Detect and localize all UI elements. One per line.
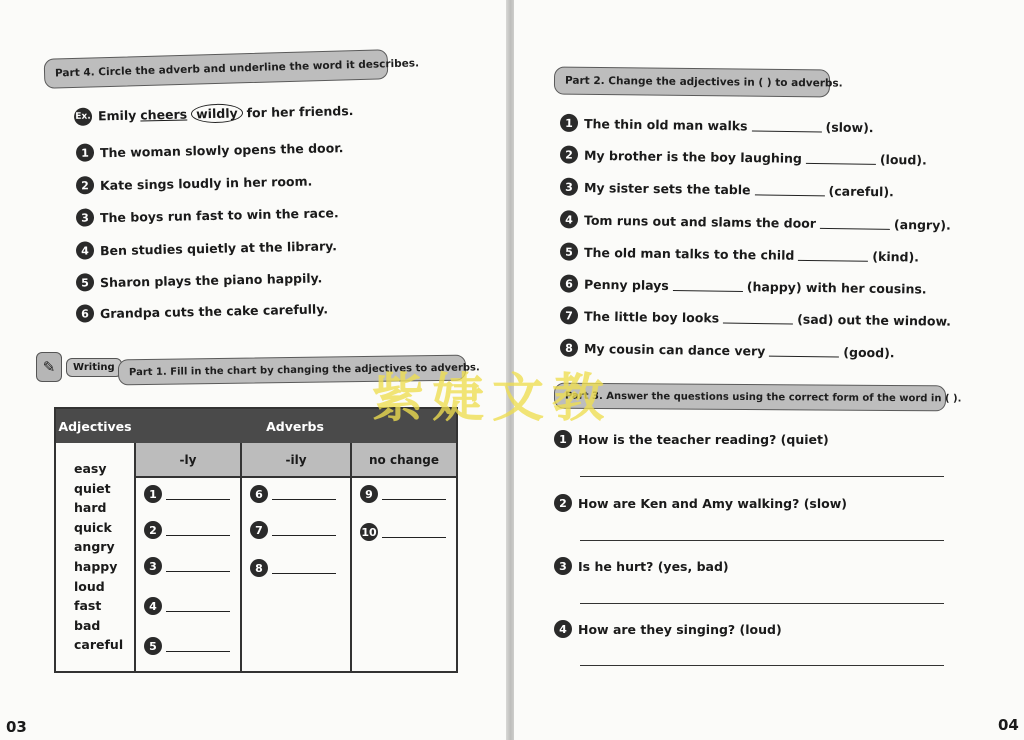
part2-item xyxy=(560,242,919,265)
part4-item xyxy=(76,203,339,226)
adjective: easy xyxy=(74,461,107,476)
adjective-list xyxy=(74,459,123,655)
adjective: quiet xyxy=(74,480,111,496)
part4-banner xyxy=(44,49,420,89)
part4-item xyxy=(76,172,313,195)
pencil-person-icon: ✎ xyxy=(36,352,62,382)
slot-number: 3 xyxy=(144,557,162,575)
answer-blank[interactable] xyxy=(166,600,230,612)
slot-number: 6 xyxy=(250,485,268,503)
answer-blank[interactable] xyxy=(751,119,821,132)
item-text-before: My brother is the boy laughing xyxy=(583,147,803,166)
part2-title: Part 2. Change the adjectives in ( ) to adverbs. xyxy=(564,74,843,90)
item-text-after: (sad) out the window. xyxy=(797,311,952,329)
adjective: angry xyxy=(74,539,115,555)
item-text-before: My cousin can dance very xyxy=(583,340,766,359)
answer-slot[interactable] xyxy=(250,485,336,503)
answer-line[interactable] xyxy=(580,665,944,666)
part2-item xyxy=(560,274,927,297)
adjective: fast xyxy=(74,598,102,614)
slot-number: 10 xyxy=(360,523,378,541)
item-text-after: (angry). xyxy=(893,216,951,233)
item-text-before: The little boy looks xyxy=(583,308,720,325)
item-number: 3 xyxy=(76,208,94,226)
answer-slot[interactable] xyxy=(144,521,230,539)
item-text-after: (slow). xyxy=(825,119,874,135)
answer-blank[interactable] xyxy=(166,640,230,652)
answer-blank[interactable] xyxy=(382,488,446,500)
item-number: 4 xyxy=(76,241,94,259)
item-text-before: The thin old man walks xyxy=(583,115,748,133)
chart-header-adverbs: Adverbs xyxy=(134,409,456,443)
answer-blank[interactable] xyxy=(820,217,890,230)
slot-number: 1 xyxy=(144,485,162,503)
adjective: quick xyxy=(74,519,112,535)
item-number: 2 xyxy=(554,494,572,512)
answer-blank[interactable] xyxy=(166,524,230,536)
slot-number: 8 xyxy=(250,559,268,577)
item-text: Is he hurt? (yes, bad) xyxy=(578,558,729,574)
item-text-before: My sister sets the table xyxy=(583,179,751,197)
item-number: 2 xyxy=(76,176,94,194)
item-text-after: (loud). xyxy=(879,151,927,168)
part2-item xyxy=(560,145,927,168)
writing-badge xyxy=(36,352,122,382)
chart-subheader-no-change: no change xyxy=(350,443,456,478)
item-number: 3 xyxy=(560,178,578,196)
answer-blank[interactable] xyxy=(166,488,230,500)
answer-slot[interactable] xyxy=(250,559,336,577)
writing-label: Writing xyxy=(66,358,122,377)
chart-column-divider xyxy=(350,478,352,671)
answer-slot[interactable] xyxy=(360,523,446,541)
item-number: 4 xyxy=(554,620,572,638)
answer-line[interactable] xyxy=(580,603,944,604)
answer-slot[interactable] xyxy=(144,637,230,655)
slot-number: 7 xyxy=(250,521,268,539)
chart-subheader-ily: -ily xyxy=(240,443,350,478)
part2-item xyxy=(560,210,951,233)
item-number: 6 xyxy=(76,304,94,322)
answer-blank[interactable] xyxy=(272,562,336,574)
adjective: hard xyxy=(74,500,107,516)
part4-item xyxy=(76,299,328,322)
item-text-before: Tom runs out and slams the door xyxy=(583,212,817,231)
example-circled-word: wildly xyxy=(191,103,243,123)
adjective: careful xyxy=(74,637,124,653)
item-text-after: (kind). xyxy=(872,248,920,265)
answer-blank[interactable] xyxy=(166,560,230,572)
example-sentence xyxy=(74,101,354,126)
item-number: 5 xyxy=(76,273,94,291)
part4-item xyxy=(76,268,323,291)
example-post: for her friends. xyxy=(246,103,354,121)
answer-blank[interactable] xyxy=(769,345,839,358)
chart-header-adjectives: Adjectives xyxy=(56,409,134,443)
part2-item xyxy=(560,178,894,201)
part4-item xyxy=(76,138,344,162)
chart-column-divider xyxy=(134,478,136,671)
item-number: 4 xyxy=(560,210,578,228)
part4-title: Part 4. Circle the adverb and underline the word it describes. xyxy=(54,57,420,80)
answer-slot[interactable] xyxy=(144,557,230,575)
part2-banner xyxy=(554,67,843,98)
example-marker: Ex. xyxy=(74,107,92,125)
item-number: 1 xyxy=(76,143,94,161)
slot-number: 2 xyxy=(144,521,162,539)
slot-number: 4 xyxy=(144,597,162,615)
slot-number: 9 xyxy=(360,485,378,503)
item-text-after: (good). xyxy=(843,344,895,360)
item-text: How are they singing? (loud) xyxy=(578,621,782,637)
item-text: How is the teacher reading? (quiet) xyxy=(578,431,829,447)
example-pre: Emily xyxy=(97,107,137,124)
item-number: 5 xyxy=(560,242,578,260)
item-number: 8 xyxy=(560,339,578,357)
answer-line[interactable] xyxy=(580,476,944,477)
answer-blank[interactable] xyxy=(272,524,336,536)
answer-slot[interactable] xyxy=(360,485,446,503)
part3-item xyxy=(554,430,829,448)
item-number: 1 xyxy=(560,114,578,132)
watermark-text: 紫婕文教 xyxy=(372,368,613,429)
adjective: loud xyxy=(74,578,105,594)
item-number: 7 xyxy=(560,306,578,324)
part3-item xyxy=(554,557,729,575)
answer-blank[interactable] xyxy=(382,526,446,538)
item-text: The woman slowly opens the door. xyxy=(99,139,344,160)
example-underlined-word: cheers xyxy=(140,106,188,123)
slot-number: 5 xyxy=(144,637,162,655)
item-text: Ben studies quietly at the library. xyxy=(99,237,338,258)
item-text-after: (careful). xyxy=(828,182,894,199)
answer-blank[interactable] xyxy=(798,249,868,262)
item-text-after: (happy) with her cousins. xyxy=(746,278,927,297)
page-number-right: 04 xyxy=(998,716,1019,734)
part3-title: Part 3. Answer the questions using the correct form of the word in ( ). xyxy=(564,390,962,404)
part3-item xyxy=(554,620,782,638)
item-number: 3 xyxy=(554,557,572,575)
answer-blank[interactable] xyxy=(272,488,336,500)
answer-blank[interactable] xyxy=(673,279,743,292)
part4-item xyxy=(76,236,337,259)
answer-slot[interactable] xyxy=(144,597,230,615)
adverb-chart xyxy=(54,407,458,673)
part2-item xyxy=(560,114,874,136)
part1-title: Part 1. Fill in the chart by changing the adjectives to adverbs. xyxy=(128,361,480,378)
answer-slot[interactable] xyxy=(250,521,336,539)
adjective: bad xyxy=(74,617,101,633)
answer-blank[interactable] xyxy=(755,183,825,196)
item-number: 2 xyxy=(560,145,578,163)
item-text: The boys run fast to win the race. xyxy=(99,204,339,225)
answer-blank[interactable] xyxy=(806,152,876,165)
part3-item xyxy=(554,494,847,512)
chart-subheader-ly: -ly xyxy=(134,443,240,478)
item-text: Kate sings loudly in her room. xyxy=(99,173,313,193)
chart-column-divider xyxy=(240,478,242,671)
item-text-before: Penny plays xyxy=(583,276,669,293)
part3-banner xyxy=(554,383,962,412)
item-number: 6 xyxy=(560,274,578,292)
item-text: Sharon plays the piano happily. xyxy=(99,269,323,290)
part2-item xyxy=(560,306,951,329)
adjective: happy xyxy=(74,558,118,574)
item-number: 1 xyxy=(554,430,572,448)
answer-line[interactable] xyxy=(580,540,944,541)
item-text: Grandpa cuts the cake carefully. xyxy=(99,300,329,321)
answer-slot[interactable] xyxy=(144,485,230,503)
answer-blank[interactable] xyxy=(723,312,793,325)
page-number-left: 03 xyxy=(6,718,27,736)
item-text-before: The old man talks to the child xyxy=(583,244,795,263)
item-text: How are Ken and Amy walking? (slow) xyxy=(578,495,848,511)
